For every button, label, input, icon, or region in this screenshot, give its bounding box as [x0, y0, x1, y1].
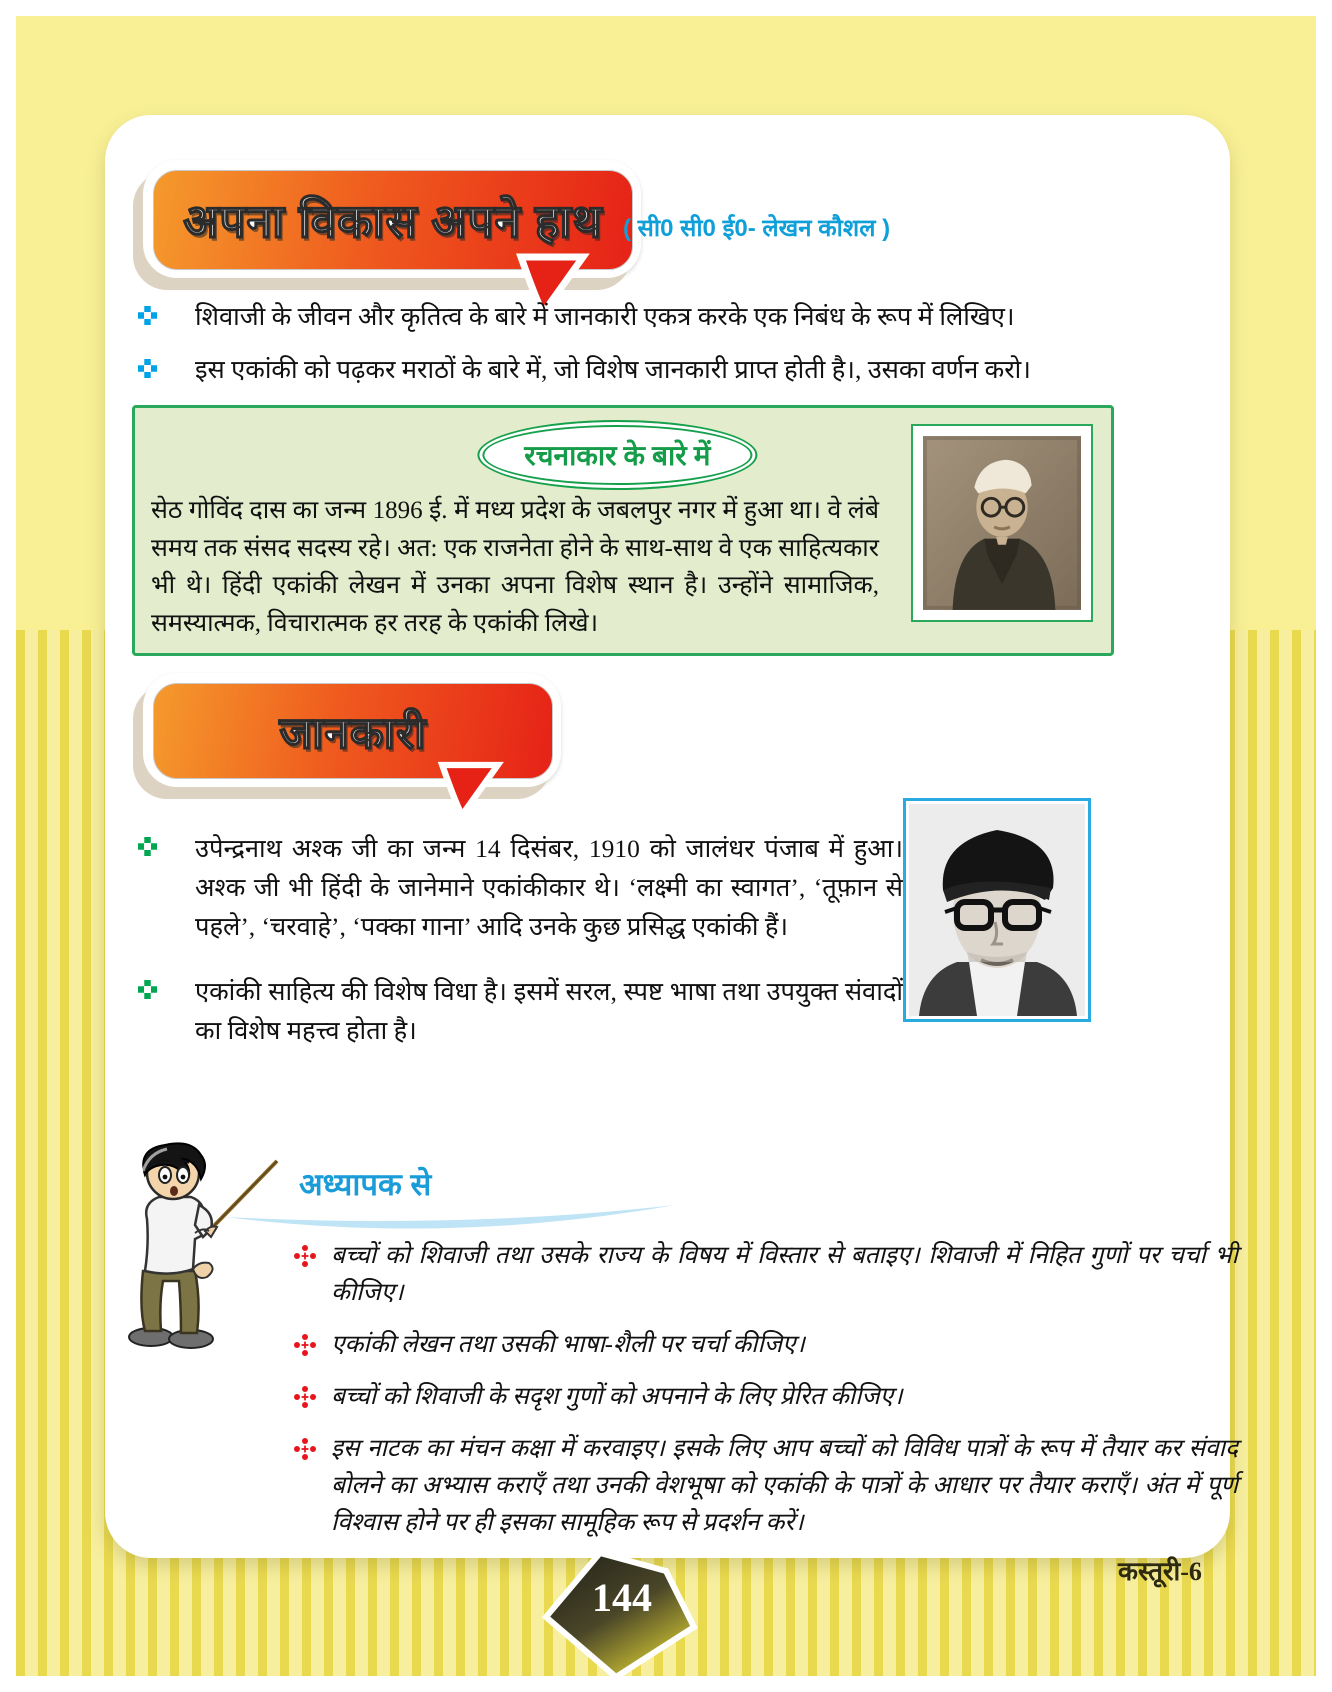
teacher-point-text: बच्चों को शिवाजी तथा उसके राज्य के विषय में विस्तार से बताइए। शिवाजी में निहित गुणों पर चर्चा भी कीजिए। — [331, 1242, 1238, 1306]
info-text: उपेन्द्रनाथ अश्क जी का जन्म 14 दिसंबर, 1910 को जालंधर पंजाब में हुआ। अश्क जी भी हिंदी के जानेमाने एकांकीकार थे। ‘लक्ष्मी का स्वागत’, ‘तूफ़ान से पहले’, ‘चरवाहे’, ‘पक्का गाना’ आदि उनके कुछ प्रसिद्ध एकांकी हैं। — [195, 834, 903, 941]
list-item — [138, 351, 1203, 388]
info-text: एकांकी साहित्य की विशेष विधा है। इसमें सरल, स्पष्ट भाषा तथा उपयुक्त संवादों का विशेष महत्त्व होता है। — [195, 977, 903, 1045]
page-number: 144 — [592, 1575, 652, 1620]
list-item — [138, 829, 998, 946]
page-title: अपना विकास अपने हाथ — [183, 195, 603, 247]
task-text: इस एकांकी को पढ़कर मराठों के बारे में, जो विशेष जानकारी प्राप्त होती है।, उसका वर्णन करो। — [195, 355, 1031, 384]
list-item — [293, 1326, 1238, 1363]
list-item — [293, 1237, 1238, 1311]
author-box-text: सेठ गोविंद दास का जन्म 1896 ई. में मध्य प्रदेश के जबलपुर नगर में हुआ था। वे लंबे समय तक संसद सदस्य रहे। अत: एक राजनेता होने के साथ-साथ वे एक साहित्यकार भी थे। हिंदी एकांकी लेखन में उनका अपना विशेष स्थान है। उन्होंने सामाजिक, समस्यात्मक, विचारात्मक हर तरह के एकांकी लिखे। — [151, 497, 879, 637]
book-label: कस्तूरी-6 — [1118, 1557, 1202, 1586]
jack-bullet-icon — [293, 1385, 317, 1409]
author-box — [132, 405, 1114, 656]
plus-bullet-icon — [138, 837, 157, 856]
list-item — [293, 1378, 1238, 1415]
task-text: शिवाजी के जीवन और कृतित्व के बारे में जानकारी एकत्र करके एक निबंध के रूप में लिखिए। — [195, 302, 1015, 331]
teacher-cartoon-image — [99, 1141, 304, 1353]
author-portrait-image — [923, 436, 1081, 610]
ashk-portrait-image — [909, 804, 1085, 1016]
teacher-point-text: बच्चों को शिवाजी के सदृश गुणों को अपनाने के लिए प्रेरित कीजिए। — [331, 1383, 903, 1410]
teacher-section-heading: अध्यापक से — [299, 1167, 432, 1202]
list-item — [138, 972, 998, 1050]
jack-bullet-icon — [293, 1333, 317, 1357]
teacher-point-list — [293, 1237, 1238, 1541]
content-card — [105, 115, 1238, 1558]
subtitle: ( सी0 सी0 ई0- लेखन कौशल ) — [623, 215, 891, 242]
task-list — [138, 298, 1203, 388]
jack-bullet-icon — [293, 1437, 317, 1461]
teacher-point-text: इस नाटक का मंचन कक्षा में करवाइए। इसके लिए आप बच्चों को विविध पात्रों के रूप में तैयार कर संवाद बोलने का अभ्यास कराएँ तथा उनकी वेशभूषा को एकांकी के पात्रों के आधार पर तैयार कराएँ। अंत में पूर्ण विश्वास होने पर ही इसका सामूहिक रूप से प्रदर्शन करें। — [331, 1435, 1238, 1536]
author-box-title-oval — [477, 420, 757, 490]
ashk-photo — [903, 798, 1091, 1022]
author-box-title: रचनाकार के बारे में — [524, 441, 711, 472]
plus-bullet-icon — [138, 359, 157, 378]
page-number-badge — [538, 1545, 703, 1683]
author-photo — [911, 424, 1093, 622]
list-item — [293, 1430, 1238, 1541]
plus-bullet-icon — [138, 306, 157, 325]
jack-bullet-icon — [293, 1244, 317, 1268]
teacher-point-text: एकांकी लेखन तथा उसकी भाषा-शैली पर चर्चा कीजिए। — [331, 1331, 805, 1358]
info-bubble-title: जानकारी — [279, 709, 427, 758]
heading-swoosh — [225, 1195, 675, 1237]
list-item — [138, 298, 1203, 335]
plus-bullet-icon — [138, 980, 157, 999]
info-list — [138, 829, 998, 1050]
speech-tail-icon — [435, 761, 505, 821]
